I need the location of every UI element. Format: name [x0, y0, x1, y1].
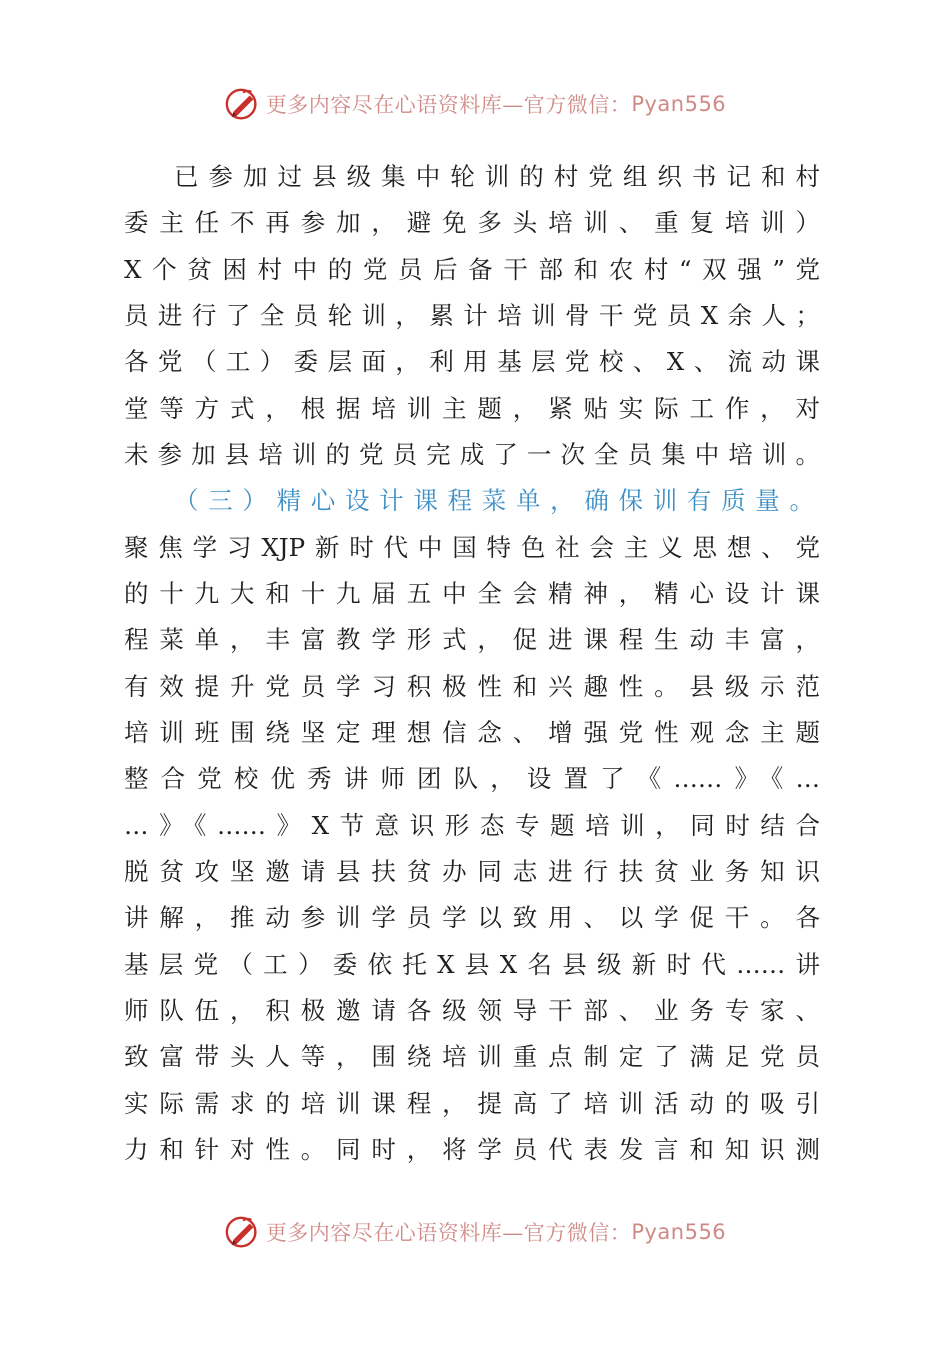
watermark-text: 更多内容尽在心语资料库—官方微信：	[265, 93, 632, 117]
text-line: 有效提升党员学习积极性和兴趣性。县级示范	[124, 672, 820, 701]
text-line: 力和针对性。同时，将学员代表发言和知识测	[124, 1135, 820, 1164]
watermark-wechat-id: Pyan556	[631, 92, 727, 116]
watermark-wechat-id: Pyan556	[631, 1220, 727, 1244]
pen-logo-icon	[224, 1213, 262, 1251]
text-line: 培训班围绕坚定理想信念、增强党性观念主题	[124, 718, 820, 747]
watermark-text: 更多内容尽在心语资料库—官方微信：	[265, 1221, 632, 1245]
text-line: 讲解，推动参训学员学以致用、以学促干。各	[124, 903, 820, 932]
section-heading: （三）精心设计课程菜单，确保训有质量。	[174, 486, 814, 515]
text-line: 未参加县培训的党员完成了一次全员集中培训。	[124, 440, 820, 469]
text-line: 堂等方式，根据培训主题，紧贴实际工作，对	[124, 394, 820, 423]
text-line: 已参加过县级集中轮训的村党组织书记和村	[174, 162, 820, 191]
text-line: 实际需求的培训课程，提高了培训活动的吸引	[124, 1089, 820, 1118]
text-line: 委主任不再参加，避免多头培训、重复培训）	[124, 208, 820, 237]
text-line: 的十九大和十九届五中全会精神，精心设计课	[124, 579, 820, 608]
text-line: 基层党（工）委依托X县X名县级新时代……讲	[124, 950, 820, 979]
text-line: 师队伍，积极邀请各级领导干部、业务专家、	[124, 996, 820, 1025]
pen-logo-icon	[224, 85, 262, 123]
footer-watermark	[0, 1212, 950, 1252]
header-watermark	[0, 84, 950, 124]
text-line: 员进行了全员轮训，累计培训骨干党员X余人；	[124, 301, 820, 330]
text-line: 致富带头人等，围绕培训重点制定了满足党员	[124, 1042, 820, 1071]
text-line: 脱贫攻坚邀请县扶贫办同志进行扶贫业务知识	[124, 857, 820, 886]
text-line: X个贫困村中的党员后备干部和农村“双强”党	[124, 255, 820, 284]
text-line: 程菜单，丰富教学形式，促进课程生动丰富，	[124, 625, 820, 654]
text-line: …》《……》X节意识形态专题培训，同时结合	[124, 811, 820, 840]
text-line: 整合党校优秀讲师团队，设置了《……》《…	[124, 764, 820, 793]
text-line: 聚焦学习XJP新时代中国特色社会主义思想、党	[124, 533, 820, 562]
text-line: 各党（工）委层面，利用基层党校、X、流动课	[124, 347, 820, 376]
